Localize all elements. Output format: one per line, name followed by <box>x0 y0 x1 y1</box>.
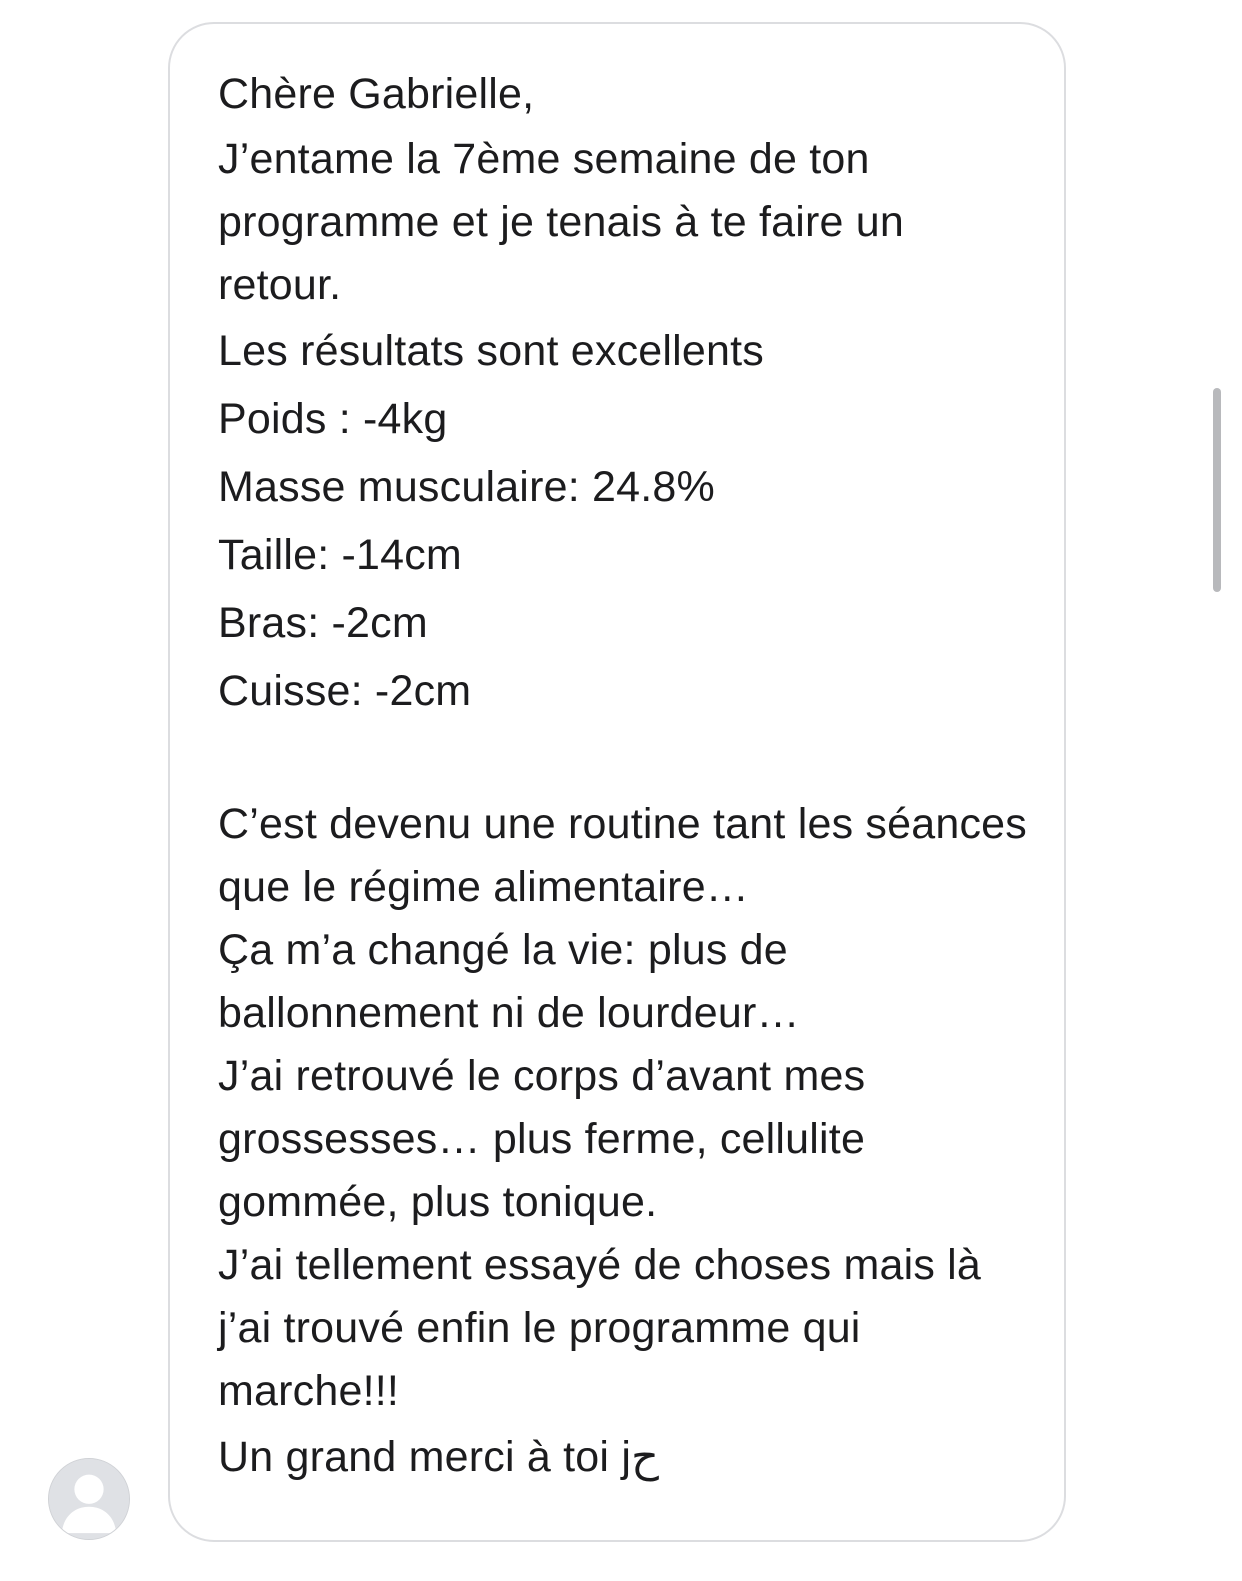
message-line: J’entame la 7ème semaine de ton programme et je tenais à te faire un retour. <box>218 135 905 309</box>
message-line-greeting: Chère Gabrielle, <box>218 70 535 118</box>
message-blank-line <box>218 725 1038 793</box>
scrollbar-thumb[interactable] <box>1213 388 1221 592</box>
message-line: Ça m’a changé la vie: plus de ballonnement ni de lourdeur… <box>218 926 800 1037</box>
message-line-arms: Bras: -2cm <box>218 599 428 647</box>
message-line-waist: Taille: -14cm <box>218 531 462 579</box>
message-line-thanks: Un grand merci à toi jح <box>218 1433 659 1481</box>
message-line: J’ai tellement essayé de choses mais là j’ai trouvé enfin le programme qui marche!!! <box>218 1241 982 1415</box>
message-line-thigh: Cuisse: -2cm <box>218 667 472 715</box>
message-text <box>218 60 1038 1491</box>
default-user-avatar-icon <box>49 1459 129 1539</box>
message-line: J’ai retrouvé le corps d’avant mes grossesses… plus ferme, cellulite gommée, plus tonique. <box>218 1052 866 1226</box>
message-bubble <box>168 22 1066 1542</box>
message-line-muscle-mass: Masse musculaire: 24.8% <box>218 463 715 511</box>
message-line: C’est devenu une routine tant les séances que le régime alimentaire… <box>218 800 1027 911</box>
sender-avatar[interactable] <box>48 1458 130 1540</box>
message-line-weight: Poids : -4kg <box>218 395 448 443</box>
message-line: Les résultats sont excellents <box>218 327 764 375</box>
